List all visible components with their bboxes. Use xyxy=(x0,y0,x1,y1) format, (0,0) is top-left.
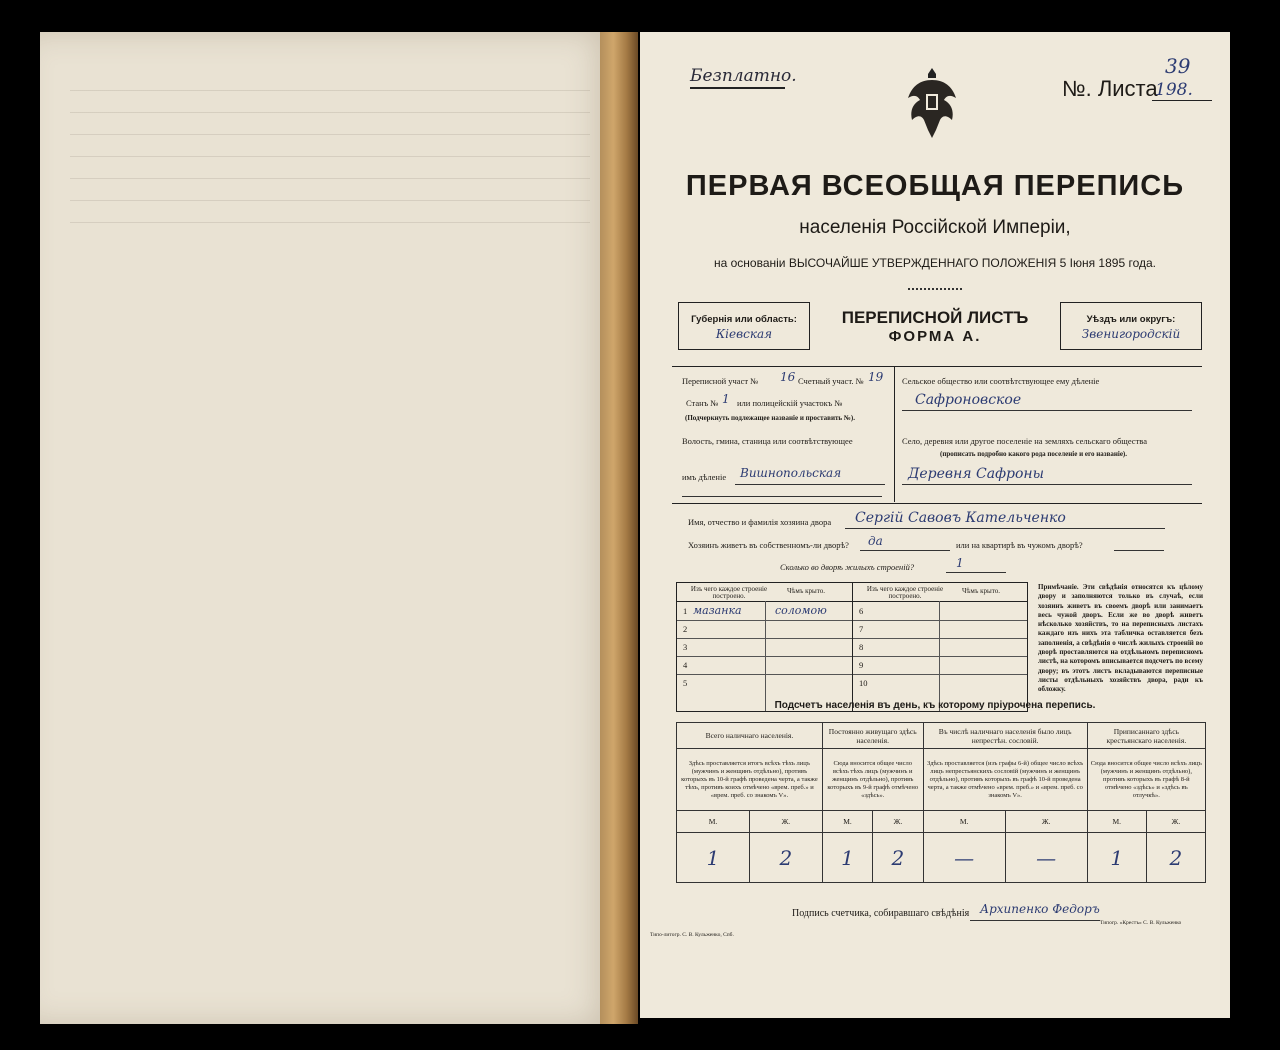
printer-left: Типо-литогр. С. В. Кульженко, Спб. xyxy=(650,932,734,938)
volost-line xyxy=(735,484,885,485)
buildings-table xyxy=(676,582,1028,712)
population-count-table xyxy=(676,722,1206,883)
bt-left-col-rule xyxy=(765,601,766,711)
census-basis: на основаніи ВЫСОЧАЙШЕ УТВЕРЖДЕННАГО ПОЛОЖЕНІЯ 5 Іюня 1895 года. xyxy=(713,256,1156,270)
free-label: Безплатно. xyxy=(690,66,797,86)
signature-label: Подпись счетчика, собиравшаго свѣдѣнія xyxy=(792,908,970,919)
form-title-line2: ФОРМА А. xyxy=(888,328,982,345)
buildings-count-line xyxy=(946,572,1006,573)
uezd-label: Уѣздъ или округъ: xyxy=(1086,314,1176,325)
pc-m-label: М. xyxy=(677,811,750,833)
bt-col2-header: Чѣмъ крыто. xyxy=(787,587,825,595)
society-value: Сафроновское xyxy=(915,392,1022,408)
volost-line-2 xyxy=(682,496,882,497)
bt-col1-header: Изъ чего каждое строеніе построено. xyxy=(690,585,768,600)
police-note: (Подчеркнуть подлежащее названіе и проставить №). xyxy=(685,414,855,422)
schet-label: Счетный участ. № xyxy=(798,376,864,386)
own-yard-value: да xyxy=(868,534,883,548)
pc-value-total-zh: 2 xyxy=(749,833,822,883)
bt-row-number: 4 xyxy=(683,660,688,670)
village-value: Деревня Сафроны xyxy=(908,466,1045,482)
gubernia-value: Кіевская xyxy=(715,327,773,341)
population-count-title: Подсчетъ населенія въ день, къ которому пріурочена перепись. xyxy=(774,700,1096,711)
book-spine xyxy=(600,32,638,1024)
left-page-bleed-through xyxy=(70,90,590,230)
uezd-box xyxy=(1060,302,1202,350)
village-line xyxy=(902,484,1192,485)
pc-desc-total: Здѣсь проставляется итогъ всѣхъ тѣхъ лицъ (мужчинъ и женщинъ отдѣльно), противъ которыхъ въ 10-й графѣ проведена черта, а также тѣхъ, противъ коихъ отмѣчено «врем. преб.» и «врем. преб. со знакомъ V». xyxy=(677,749,823,811)
bt-row-6 xyxy=(853,603,1027,621)
rent-line xyxy=(1114,550,1164,551)
pc-value-nonpeasant-m: — xyxy=(923,833,1005,883)
bt-right-col-rule xyxy=(939,601,940,711)
bt-row-10 xyxy=(853,675,1027,692)
bt-row-number: 10 xyxy=(859,678,868,688)
pc-m-label: М. xyxy=(822,811,872,833)
bt-material: мазанка xyxy=(693,604,742,617)
pc-value-permanent-m: 1 xyxy=(822,833,872,883)
archive-stamp-number: 39 xyxy=(1165,54,1191,78)
signature-value: Архипенко Федоръ xyxy=(980,902,1100,916)
bt-col3-header: Изъ чего каждое строеніе построено. xyxy=(866,585,944,600)
pc-zh-label: Ж. xyxy=(749,811,822,833)
census-subtitle: населенія Россійской Имперіи, xyxy=(799,217,1071,238)
owner-line xyxy=(845,528,1165,529)
rent-label: или на квартирѣ въ чужомъ дворѣ? xyxy=(956,540,1083,550)
bt-row-7 xyxy=(853,621,1027,639)
pc-zh-label: Ж. xyxy=(873,811,923,833)
buildings-count-label: Сколько во дворѣ жилыхъ строеній? xyxy=(780,562,915,572)
form-title xyxy=(815,308,1055,345)
bt-header-rule xyxy=(677,601,1027,602)
signature-line xyxy=(970,920,1100,921)
pc-m-label: М. xyxy=(1087,811,1146,833)
pc-header-permanent: Постоянно живущаго здѣсь населенія. xyxy=(822,723,923,749)
pc-value-registered-m: 1 xyxy=(1087,833,1146,883)
buildings-note: Примѣчаніе. Эти свѣдѣнія относятся къ цѣлому двору и заполняются только въ случаѣ, если хозяинъ живетъ въ своемъ дворѣ или занимаетъ весь чужой дворъ. Если же во дворѣ живетъ нѣсколько хозяйствъ, то на переписныхъ листахъ каждаго изъ нихъ эта табличка оставляется безъ заполненія, а свѣдѣнія о числѣ жилыхъ строеній во дворѣ проставляются на отдѣльномъ переписномъ листѣ, на которомъ вписывается подсчетъ по всему двору; въ этотъ листъ вкладываются переписные листы отдѣльныхъ хозяйствъ двора, ради къ обложку. xyxy=(1038,583,1203,694)
ornament-divider xyxy=(908,288,962,290)
bt-row-number: 9 xyxy=(859,660,864,670)
printer-right: Типогр. «Крестъ» С. В. Кульженко xyxy=(1100,920,1182,926)
uezd-value: Звенигородскій xyxy=(1081,327,1181,341)
own-yard-label: Хозяинъ живетъ въ собственномъ-ли дворѣ? xyxy=(688,540,849,550)
bt-row-number: 1 xyxy=(683,606,688,616)
police-label: или полицейскій участокъ № xyxy=(737,398,843,408)
bt-row-9 xyxy=(853,657,1027,675)
uchastok-value: 16 xyxy=(780,370,796,384)
sheet-number-label: №. Листа xyxy=(1062,76,1158,101)
free-underline xyxy=(690,87,785,89)
pc-desc-registered: Сюда вносится общее число всѣхъ лицъ (мужчинъ и женщинъ отдѣльно), противъ которыхъ въ графѣ 8-й отмѣчено «здѣсь» и «здѣсь въ отлучкѣ». xyxy=(1087,749,1205,811)
village-label: Село, деревня или другое поселеніе на земляхъ сельскаго общества xyxy=(902,436,1147,446)
bt-row-number: 3 xyxy=(683,642,688,652)
pc-header-total: Всего наличнаго населенія. xyxy=(677,723,823,749)
pc-m-label: М. xyxy=(923,811,1005,833)
sheet-number-line xyxy=(1152,100,1212,101)
pc-value-total-m: 1 xyxy=(677,833,750,883)
owner-value: Сергій Савовъ Кательченко xyxy=(855,510,1066,526)
pc-header-nonpeasant: Въ числѣ наличнаго населенія было лицъ непрестѣн. сословій. xyxy=(923,723,1087,749)
gubernia-label: Губернія или область: xyxy=(691,314,797,325)
pc-value-registered-zh: 2 xyxy=(1146,833,1205,883)
bt-row-number: 8 xyxy=(859,642,864,652)
imperial-eagle-icon xyxy=(902,64,962,144)
stan-value: 1 xyxy=(722,392,730,406)
village-note: (прописать подробно какого рода поселеніе и его названіе). xyxy=(940,450,1128,458)
own-yard-line xyxy=(860,550,950,551)
volost-label: Волость, гмина, станица или соотвѣтствующее xyxy=(682,436,853,446)
form-title-line1: ПЕРЕПИСНОЙ ЛИСТЪ xyxy=(841,308,1029,327)
society-label: Сельское общество или соотвѣтствующее ему дѣленіе xyxy=(902,376,1100,386)
bt-right-rows xyxy=(853,603,1027,692)
pc-zh-label: Ж. xyxy=(1005,811,1087,833)
pc-value-permanent-zh: 2 xyxy=(873,833,923,883)
schet-value: 19 xyxy=(868,370,884,384)
pc-value-nonpeasant-zh: — xyxy=(1005,833,1087,883)
buildings-count-value: 1 xyxy=(956,556,964,570)
stan-label: Станъ № xyxy=(686,398,719,408)
volost-value: Вишнопольская xyxy=(740,466,842,480)
bt-roof: соломою xyxy=(775,604,827,617)
bt-row-number: 2 xyxy=(683,624,688,634)
bt-row-number: 5 xyxy=(683,678,688,688)
volost-label-2: имъ дѣленіе xyxy=(682,472,727,482)
pc-desc-permanent: Сюда вносится общее число всѣхъ тѣхъ лицъ (мужчинъ и женщинъ отдѣльно), противъ которыхъ въ 9-й графѣ отмѣчено «здѣсь». xyxy=(822,749,923,811)
bt-row-8 xyxy=(853,639,1027,657)
society-line xyxy=(902,410,1192,411)
bt-row-number: 7 xyxy=(859,624,864,634)
bt-col4-header: Чѣмъ крыто. xyxy=(962,587,1000,595)
uchastok-label: Переписной участ № xyxy=(682,376,759,386)
census-main-title: ПЕРВАЯ ВСЕОБЩАЯ ПЕРЕПИСЬ xyxy=(685,170,1185,202)
sheet-number-value: 198. xyxy=(1155,80,1193,100)
owner-label: Имя, отчество и фамилія хозяина двора xyxy=(688,517,832,527)
gubernia-box xyxy=(678,302,810,350)
census-form-page xyxy=(640,32,1230,1018)
pc-zh-label: Ж. xyxy=(1146,811,1205,833)
location-divider xyxy=(894,366,895,502)
pc-header-registered: Приписаннаго здѣсь крестьянскаго населенія. xyxy=(1087,723,1205,749)
bt-row-number: 6 xyxy=(859,606,864,616)
pc-desc-nonpeasant: Здѣсь проставляется (изъ графы 6-й) общее число всѣхъ лицъ непрестьянскихъ сословій (мужчинъ и женщинъ отдѣльно), противъ которыхъ въ графѣ 10-й проведена черта, а также отмѣчено «врем. преб.» и «врем. преб. со знакомъ V». xyxy=(923,749,1087,811)
